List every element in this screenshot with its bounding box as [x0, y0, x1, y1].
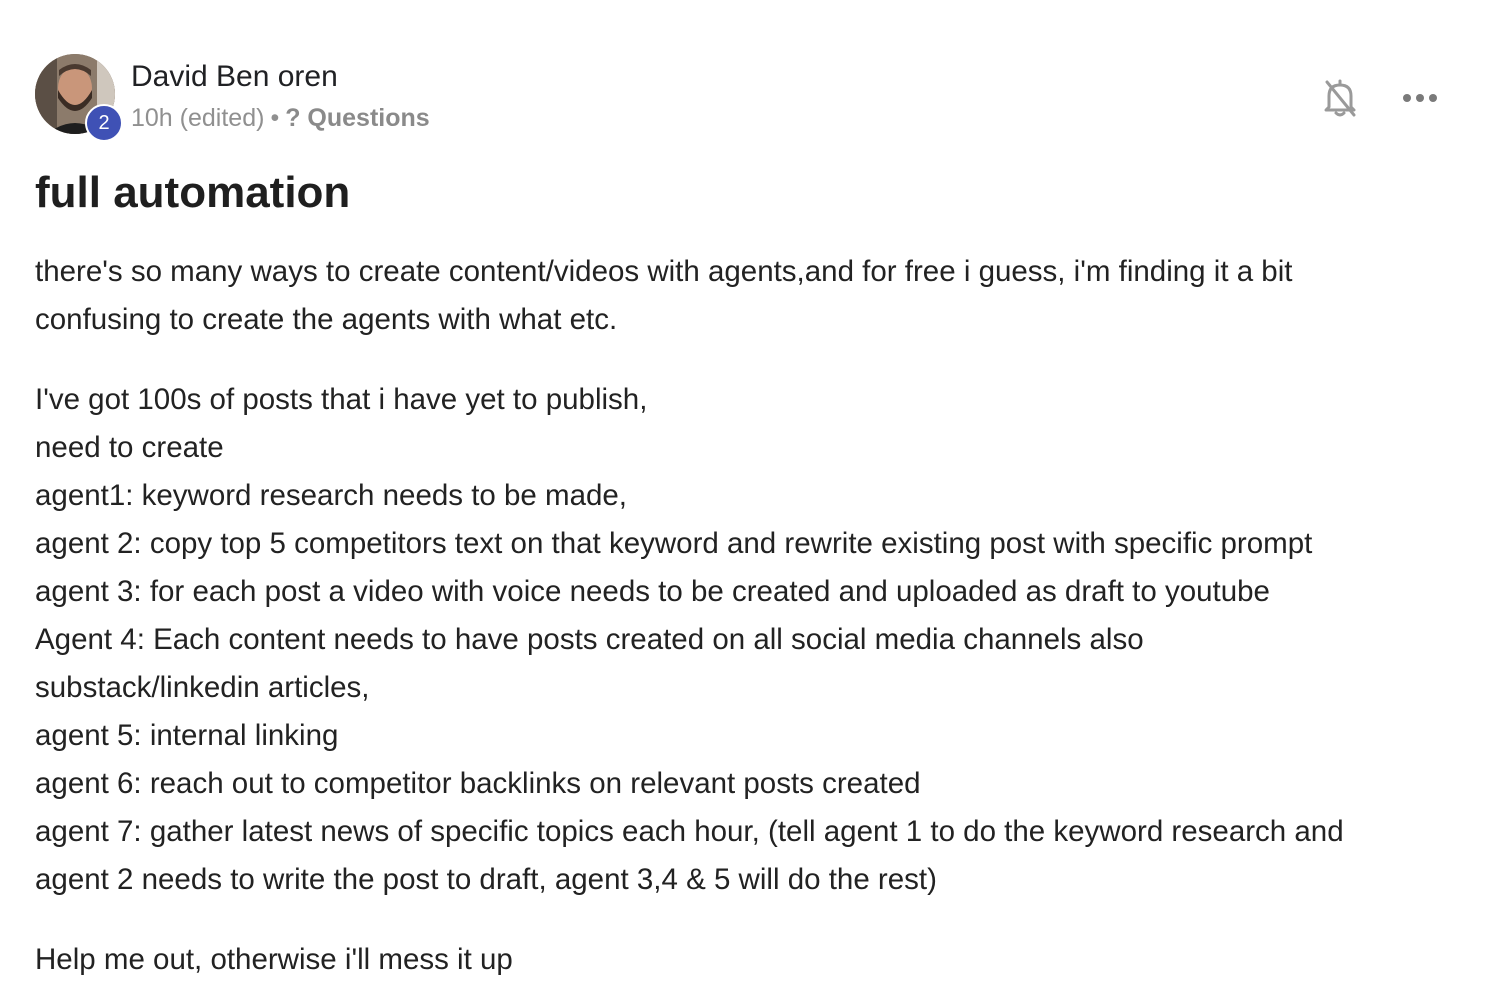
post-timestamp: 10h (edited) — [131, 104, 265, 132]
post-paragraph-1 — [35, 248, 1475, 344]
post-line: agent 2 needs to write the post to draft, agent 3,4 & 5 will do the rest) — [35, 863, 937, 896]
post-paragraph-3 — [35, 936, 1475, 984]
post-line: agent1: keyword research needs to be made, — [35, 479, 628, 512]
post-header — [35, 54, 1465, 138]
post-line: Agent 4: Each content needs to have posts created on all social media channels also — [35, 623, 1144, 656]
post-line: need to create — [35, 431, 224, 464]
post-line: confusing to create the agents with what etc. — [35, 303, 618, 336]
post-line: agent 5: internal linking — [35, 719, 339, 752]
post-line: agent 6: reach out to competitor backlinks on relevant posts created — [35, 767, 921, 800]
post-line: substack/linkedin articles, — [35, 671, 370, 704]
post-category-link[interactable]: ? Questions — [285, 104, 430, 132]
meta-separator: • — [270, 104, 280, 132]
post-line: there's so many ways to create content/videos with agents,and for free i guess, i'm finding it a bit — [35, 255, 1293, 288]
author-level-badge: 2 — [85, 104, 123, 142]
post-meta — [131, 104, 430, 133]
post-line: Help me out, otherwise i'll mess it up — [35, 943, 513, 976]
post-line: agent 7: gather latest news of specific topics each hour, (tell agent 1 to do the keyword research and — [35, 815, 1344, 848]
post-body — [35, 248, 1475, 984]
post-line: I've got 100s of posts that i have yet to publish, — [35, 383, 648, 416]
more-horizontal-icon — [1402, 93, 1438, 103]
notification-bell-button[interactable] — [1320, 76, 1360, 120]
post-line: agent 2: copy top 5 competitors text on that keyword and rewrite existing post with specific prompt — [35, 527, 1313, 560]
author-name[interactable]: David Ben oren — [131, 60, 338, 93]
post-title: full automation — [35, 168, 351, 217]
post-paragraph-2 — [35, 376, 1475, 904]
bell-off-icon — [1323, 78, 1357, 118]
post-line: agent 3: for each post a video with voice needs to be created and uploaded as draft to youtube — [35, 575, 1270, 608]
more-options-button[interactable] — [1400, 80, 1440, 116]
